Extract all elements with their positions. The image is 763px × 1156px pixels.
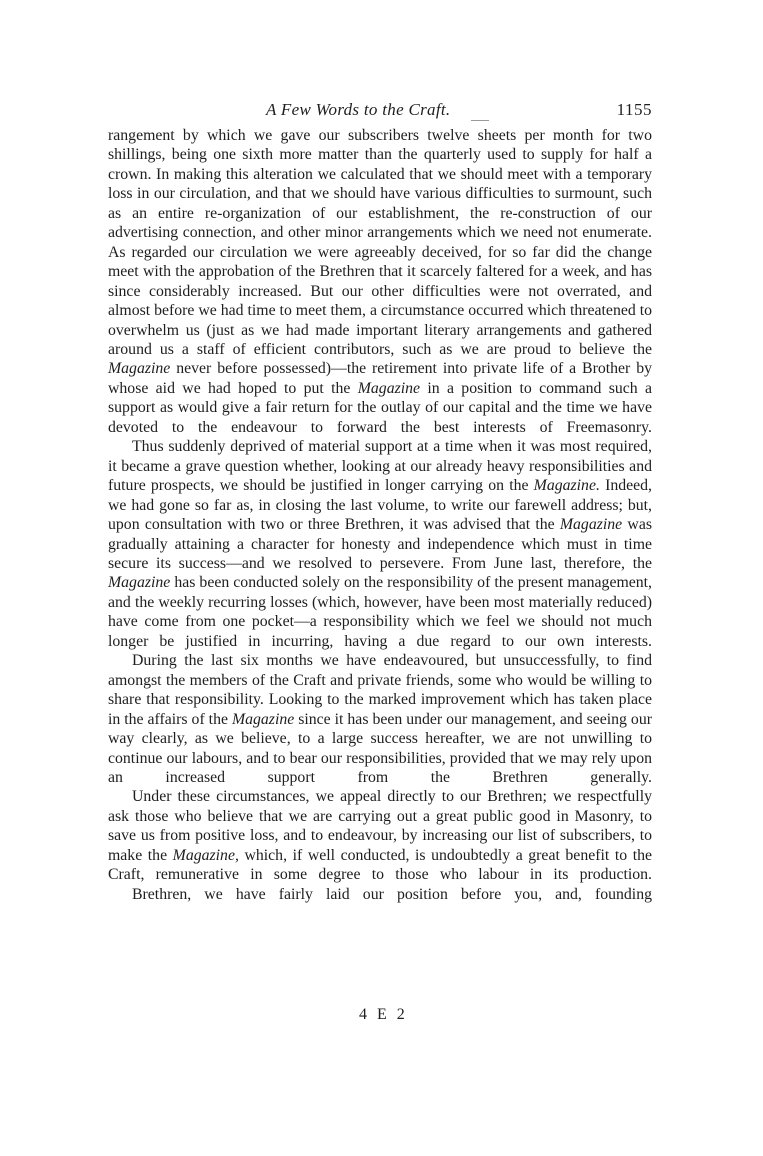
paragraph-2 (108, 437, 652, 651)
page-number: 1155 (616, 100, 652, 119)
paragraph-3-text-a: During the last six months we have endeavoured, but unsuccessfully, to find amongst the members of the Craft and private friends, some who would be willing to share that responsibility. Looking to the marked improvement which has taken place in the affairs of the (108, 652, 652, 728)
paragraph-3-text-b: since it has been under our management, and seeing our way clearly, as we believe, to a large success hereafter, we are not unwilling to continue our labours, and to bear our responsibilities, provided that we may rely upon an increased support from the Brethren generally. (108, 710, 652, 786)
running-title: A Few Words to the Craft. (266, 100, 451, 119)
magazine-title: Magazine (108, 360, 171, 378)
magazine-title: Magazine, (172, 846, 239, 864)
magazine-title: Magazine (559, 516, 623, 534)
article-body (108, 126, 652, 904)
paragraph-5 (108, 885, 652, 904)
magazine-title: Magazine. (533, 477, 600, 495)
paragraph-1-text-b: never before possessed)—the retirement into private life of a Brother by whose aid we had hoped to put the (108, 360, 652, 397)
paragraph-4 (108, 787, 652, 884)
magazine-title: Magazine (108, 574, 171, 592)
paragraph-2-text-d: has been conducted solely on the responsibility of the present management, and the weekly recurring losses (which, however, have been most materially reduced) have come from one pocket—a responsibility which we feel we should not much longer be justified in incurring, having a due regard to our own interests. (108, 574, 652, 650)
paragraph-1-text-c: in a position to command such a support as would give a fair return for the outlay of our capital and the time we have devoted to the endeavour to forward the best interests of Freemasonry. (108, 379, 652, 436)
paragraph-4-text-b: which, if well conducted, is undoubtedly a great benefit to the Craft, remunerative in some degree to those who labour in its production. (108, 846, 653, 884)
paragraph-5-text: Brethren, we have fairly laid our position before you, and, founding (132, 885, 652, 903)
header-rule (471, 120, 489, 121)
paragraph-4-text-a: Under these circumstances, we appeal directly to our Brethren; we respectfully ask those who believe that we are carrying out a great public good in Masonry, to save us from positive loss, and to endeavour, by increasing our list of subscribers, to make the (108, 788, 652, 864)
magazine-title: Magazine (357, 379, 421, 397)
running-header (108, 96, 652, 124)
paragraph-2-text-a: Thus suddenly deprived of material support at a time when it was most required, it became a grave question whether, looking at our already heavy responsibilities and future prospects, we should be justified in longer carrying on the (108, 438, 652, 495)
signature-mark: 4 E 2 (359, 1006, 408, 1023)
magazine-title: Magazine (231, 710, 295, 728)
paragraph-1 (108, 126, 652, 437)
paragraph-2-text-c: was gradually attaining a character for honesty and independence which must in time secure its success—and we resolved to persevere. From June last, therefore, the (108, 516, 652, 572)
paragraph-2-text-b: Indeed, we had gone so far as, in closing the last volume, to write our farewell address; but, upon consultation with two or three Brethren, it was advised that the (108, 477, 652, 534)
paragraph-1-text-a: rangement by which we gave our subscribers twelve sheets per month for two shillings, being one sixth more matter than the quarterly used to supply for half a crown. In making this alteration we calculated that we should meet with a temporary loss in our circulation, and that we should have various difficulties to surmount, such as an entire re-organization of our establishment, the re-construction of our advertising connection, and other minor arrangements which we need not enumerate. As regarded our circulation we were agreeably deceived, for so far did the change meet with the approbation of the Brethren that it scarcely faltered for a week, and has since considerably increased. But our other difficulties were not overrated, and almost before we had time to meet them, a circumstance occurred which threatened to overwhelm us (just as we had made important literary arrangements and gathered around us a staff of efficient contributors, such as we are proud to believe the (108, 127, 652, 358)
paragraph-3 (108, 651, 652, 787)
